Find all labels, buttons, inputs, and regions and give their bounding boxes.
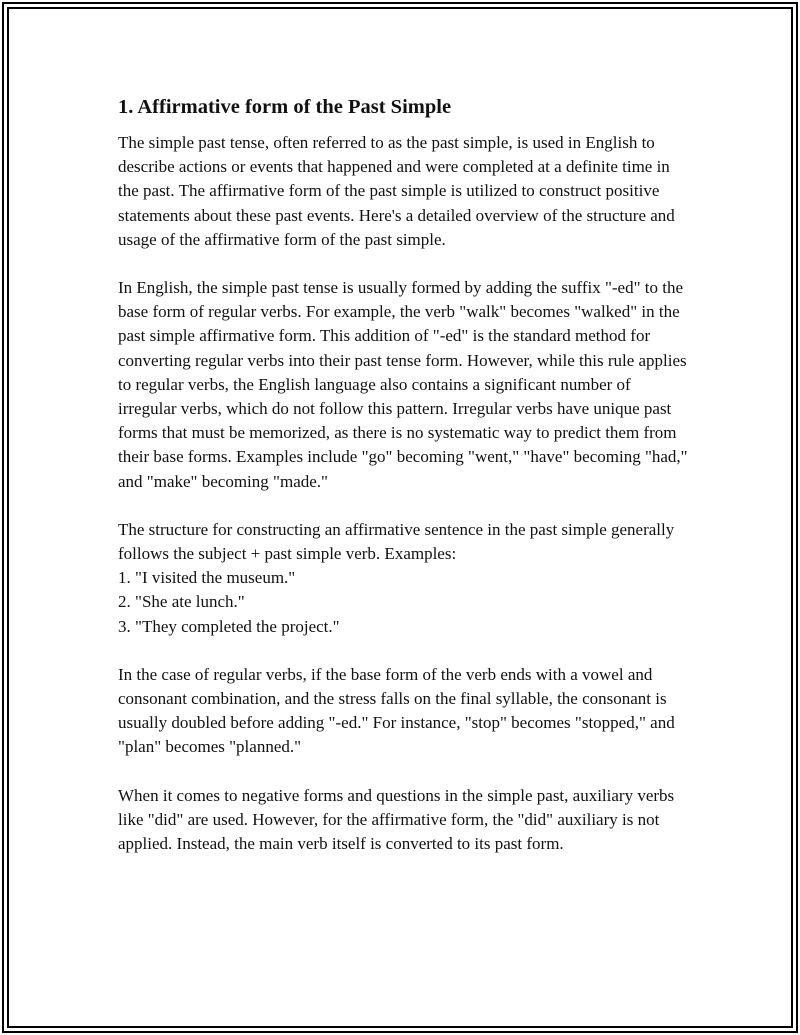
paragraph-structure (118, 518, 693, 639)
paragraph-auxiliary: When it comes to negative forms and questions in the simple past, auxiliary verbs like "did" are used. However, for the affirmative form, the "did" auxiliary is not applied. Instead, the main verb itself is converted to its past form. (118, 785, 675, 854)
section-heading: 1. Affirmative form of the Past Simple (118, 96, 452, 118)
paragraph-intro: The simple past tense, often referred to as the past simple, is used in English to describe actions or events that happened and were completed at a definite time in the past. The affirmative form of the past simple is utilized to construct positive statements about these past events. Here's a detailed overview of the structure and usage of the affirmative form of the past simple. (118, 133, 675, 249)
example-item-1: 1. "I visited the museum." (118, 568, 296, 588)
structure-intro: The structure for constructing an affirmative sentence in the past simple generally follows the subject + past simple verb. Examples: (118, 519, 675, 564)
document-body (118, 94, 693, 880)
paragraph-doubling: In the case of regular verbs, if the base form of the verb ends with a vowel and consonant combination, and the stress falls on the final syllable, the consonant is usually doubled before adding "-ed." For instance, "stop" becomes "stopped," and "plan" becomes "planned." (118, 664, 675, 757)
example-item-2: 2. "She ate lunch." (118, 592, 245, 612)
example-item-3: 3. "They completed the project." (118, 616, 340, 636)
paragraph-formation: In English, the simple past tense is usually formed by adding the suffix "-ed" to the base form of regular verbs. For example, the verb "walk" becomes "walked" in the past simple affirmative form. This addition of "-ed" is the standard method for converting regular verbs into their past tense form. However, while this rule applies to regular verbs, the English language also contains a significant number of irregular verbs, which do not follow this pattern. Irregular verbs have unique past forms that must be memorized, as there is no systematic way to predict them from their base forms. Examples include "go" becoming "went," "have" becoming "had," and "make" becoming "made." (118, 278, 688, 491)
